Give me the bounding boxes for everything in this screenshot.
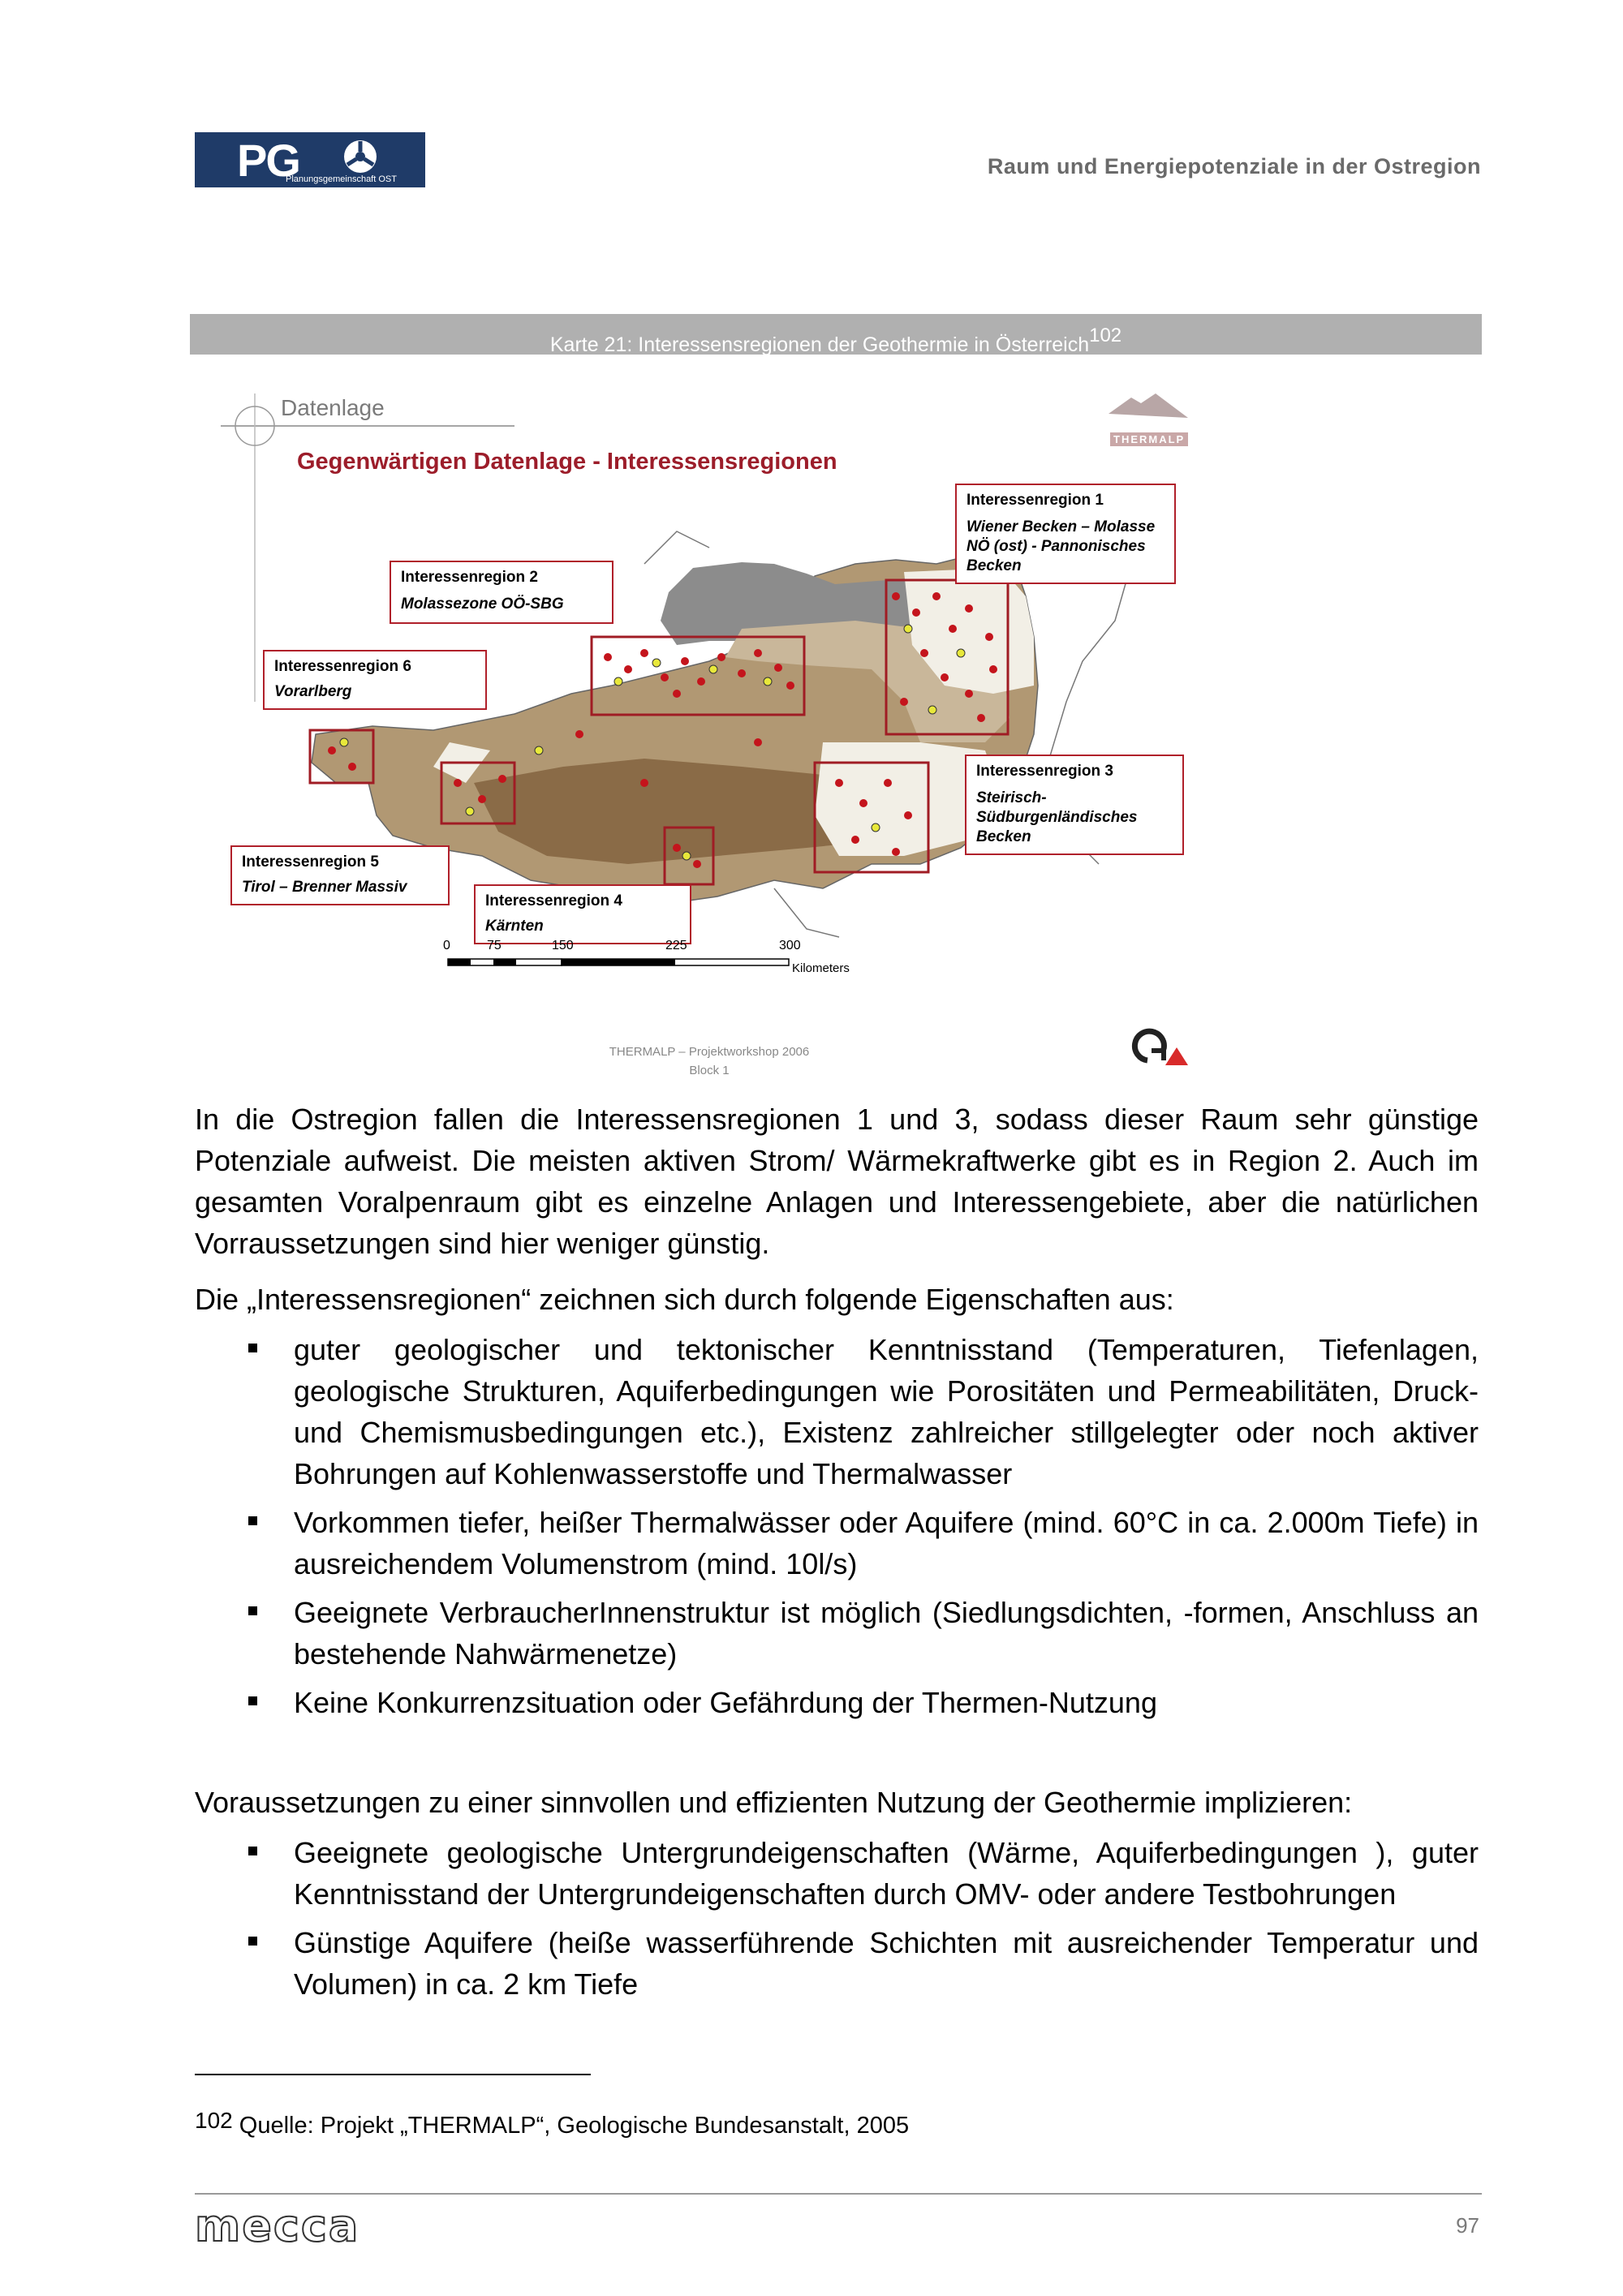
region-box-4 bbox=[474, 884, 691, 944]
wheel-icon bbox=[341, 137, 380, 176]
region-desc-line: Steirisch- bbox=[976, 789, 1047, 806]
region-box-5 bbox=[230, 845, 450, 905]
region-desc-line: NÖ (ost) - Pannonisches bbox=[966, 538, 1146, 555]
region-title: Interessenregion 1 bbox=[966, 492, 1104, 509]
region-desc-line: Tirol – Brenner Massiv bbox=[242, 879, 407, 896]
list-item: Keine Konkurrenzsituation oder Gefährdung der Thermen-Nutzung bbox=[195, 1682, 1479, 1723]
region-title: Interessenregion 5 bbox=[242, 853, 379, 871]
region-box-3 bbox=[965, 755, 1184, 855]
slide-footer-line1: THERMALP – Projektworkshop 2006 bbox=[609, 1045, 810, 1059]
scale-tick: 225 bbox=[665, 939, 687, 952]
logo-subtitle: Planungsgemeinschaft OST bbox=[286, 174, 397, 184]
map-figure bbox=[190, 361, 1482, 1091]
region-desc-line: Becken bbox=[966, 557, 1022, 574]
paragraph-text: Die „Interessensregionen“ zeichnen sich durch folgende Eigenschaften aus: bbox=[195, 1283, 1174, 1316]
scale-tick: 75 bbox=[487, 939, 502, 952]
caption-text: Karte 21: Interessensregionen der Geothermie in Österreich bbox=[549, 333, 1090, 356]
body-paragraph-3 bbox=[195, 1782, 1479, 1823]
region-desc-line: Kärnten bbox=[485, 918, 544, 935]
region-desc-line: Wiener Becken – Molasse bbox=[966, 518, 1156, 535]
pgo-logo bbox=[195, 132, 425, 187]
region-title: Interessenregion 4 bbox=[485, 892, 622, 909]
header-title: Raum und Energiepotenziale in der Ostregion bbox=[987, 154, 1481, 178]
requirements-list bbox=[195, 1832, 1479, 2005]
list-item: guter geologischer und tektonischer Kenntnisstand (Temperaturen, Tiefenlagen, geologische Strukturen, Aquiferbedingungen wie Porositäten und Permeabilitäten, Druck- und Chemismusbedingungen etc.), Existenz zahlreicher stillgelegter oder noch aktiver Bohrungen auf Kohlenwasserstoffe und Thermalwasser bbox=[195, 1329, 1479, 1494]
region-box-6 bbox=[263, 650, 487, 710]
footer-divider bbox=[195, 2193, 1482, 2195]
slide-title: Gegenwärtigen Datenlage - Interessensregionen bbox=[297, 449, 837, 475]
caption-footnote-ref: 102 bbox=[1089, 325, 1122, 346]
scale-unit: Kilometers bbox=[792, 961, 850, 975]
region-desc-line: Molassezone OÖ-SBG bbox=[401, 595, 564, 613]
body-paragraph-1 bbox=[195, 1099, 1479, 1264]
footnote-number: 102 bbox=[195, 2108, 233, 2133]
mecca-logo: mecca bbox=[195, 2200, 360, 2251]
list-item: Günstige Aquifere (heiße wasserführende Schichten mit ausreichender Temperatur und Volumen) in ca. 2 km Tiefe bbox=[195, 1922, 1479, 2005]
region-desc-line: Becken bbox=[976, 828, 1031, 845]
paragraph-text: Voraussetzungen zu einer sinnvollen und effizienten Nutzung der Geothermie implizieren: bbox=[195, 1786, 1353, 1819]
brand-label: THERMALP bbox=[1110, 432, 1188, 446]
region-desc-line: Vorarlberg bbox=[274, 683, 352, 700]
scale-tick: 0 bbox=[443, 939, 450, 952]
body-paragraph-2 bbox=[195, 1279, 1479, 1320]
paragraph-text: In die Ostregion fallen die Interessensregionen 1 und 3, sodass dieser Raum sehr günstige Potenziale aufweist. Die meisten aktiven Strom/ Wärmekraftwerke gibt es in Region 2. Auch im gesamten Voralpenraum gibt es einzelne Anlagen und Interessengebiete, aber die natürlichen Vorraussetzungen sind hier weniger günstig. bbox=[195, 1103, 1479, 1260]
region-box-2 bbox=[390, 561, 613, 624]
region-desc-line: Südburgenländisches bbox=[976, 809, 1138, 826]
footnote bbox=[195, 2108, 909, 2139]
property-list bbox=[195, 1329, 1479, 1723]
list-item: Vorkommen tiefer, heißer Thermalwässer oder Aquifere (mind. 60°C in ca. 2.000m Tiefe) in ausreichendem Volumenstrom (mind. 10l/s) bbox=[195, 1502, 1479, 1584]
logo-text: PG bbox=[237, 135, 299, 186]
scale-tick: 300 bbox=[779, 939, 801, 952]
region-title: Interessenregion 3 bbox=[976, 763, 1113, 780]
region-title: Interessenregion 2 bbox=[401, 569, 538, 586]
list-item: Geeignete geologische Untergrundeigenschaften (Wärme, Aquiferbedingungen ), guter Kenntnisstand der Untergrundeigenschaften durch OMV- oder andere Testbohrungen bbox=[195, 1832, 1479, 1915]
footnote-divider bbox=[195, 2074, 591, 2075]
region-box-1 bbox=[955, 484, 1176, 584]
scale-tick: 150 bbox=[552, 939, 574, 952]
region-title: Interessenregion 6 bbox=[274, 658, 411, 675]
slide-footer-line2: Block 1 bbox=[689, 1064, 730, 1077]
slide-label: Datenlage bbox=[281, 395, 385, 420]
list-item: Geeignete VerbraucherInnenstruktur ist möglich (Siedlungsdichten, -formen, Anschluss an bestehende Nahwärmenetze) bbox=[195, 1592, 1479, 1675]
figure-caption bbox=[190, 314, 1482, 355]
footnote-text: Quelle: Projekt „THERMALP“, Geologische Bundesanstalt, 2005 bbox=[239, 2113, 910, 2139]
page-number: 97 bbox=[1456, 2213, 1479, 2238]
